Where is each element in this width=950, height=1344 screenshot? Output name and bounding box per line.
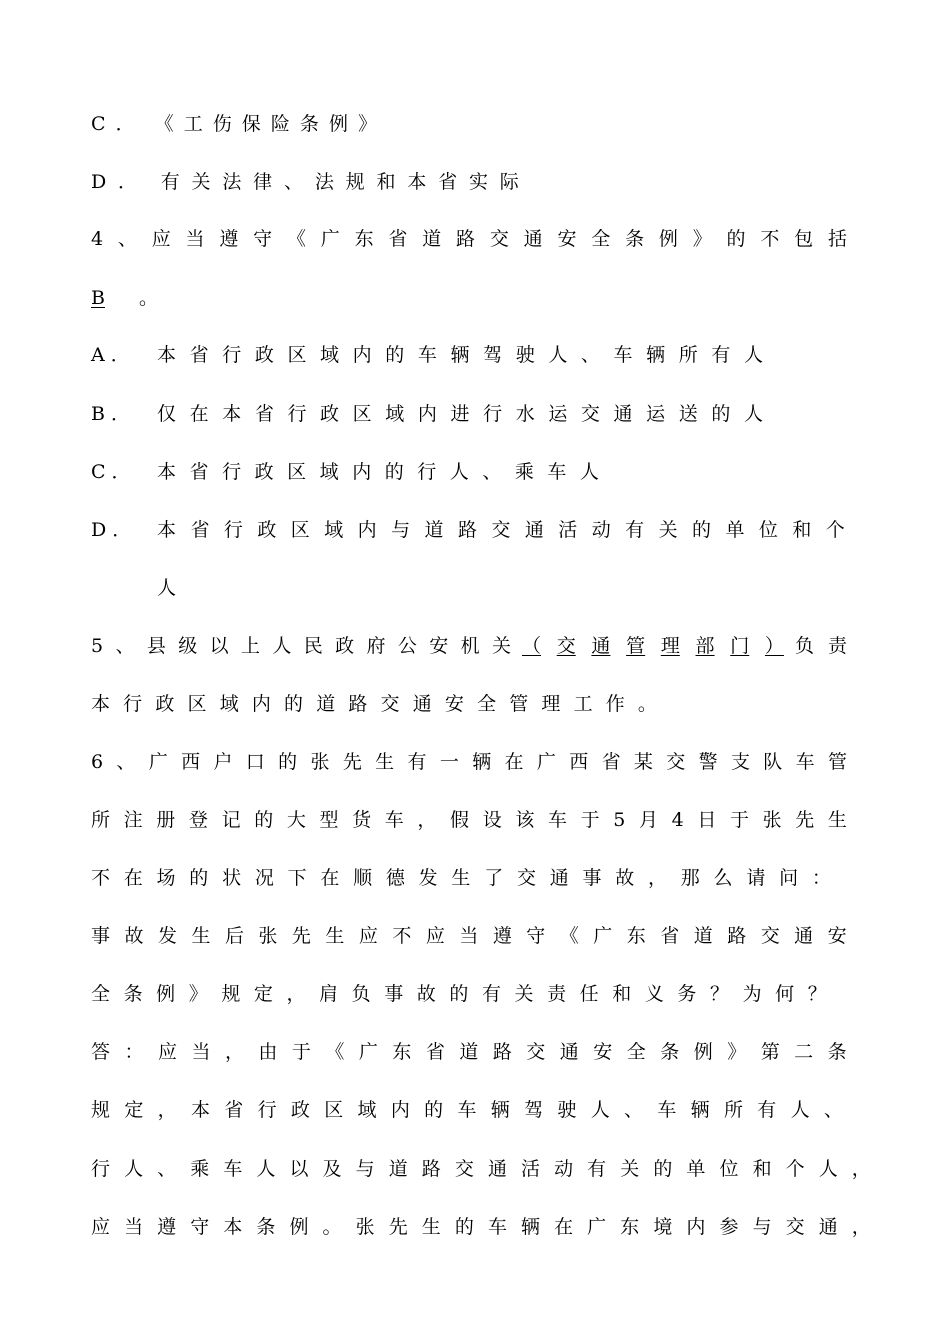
q5-stem-post: 负 责: [795, 635, 847, 657]
answer-line-2-text: 规 定 ， 本 省 行 政 区 域 内 的 车 辆 驾 驶 人 、 车 辆 所 有 人 、: [91, 1099, 843, 1121]
q4-option-c-label: C．: [91, 461, 137, 483]
q5-answer-blank: （ 交 通 管 理 部 门 ）: [522, 635, 784, 657]
q4-option-a-label: A．: [91, 344, 136, 366]
q4-answer-blank: B: [91, 287, 105, 309]
answer-line-1-text: 答 ： 应 当 ， 由 于 《 广 东 省 道 路 交 通 安 全 条 例 》 第 二 条: [91, 1041, 847, 1063]
q4-option-c-text: 本 省 行 政 区 域 内 的 行 人 、 乘 车 人: [157, 461, 599, 483]
q4-option-d-cont-text: 人: [157, 577, 177, 599]
q3-option-d-text: D ． 有 关 法 律 、 法 规 和 本 省 实 际: [91, 171, 519, 193]
q4-option-b-text: 仅 在 本 省 行 政 区 域 内 进 行 水 运 交 通 运 送 的 人: [157, 403, 763, 425]
q6-line-2-text: 所 注 册 登 记 的 大 型 货 车 ， 假 设 该 车 于 5 月 4 日 于 张 先 生: [91, 809, 847, 831]
q5-continued: [91, 692, 871, 716]
q4-option-b-label: B．: [91, 403, 136, 425]
q6-line-2: [91, 808, 871, 832]
q4-stem: [91, 227, 871, 251]
answer-line-2: [91, 1098, 871, 1122]
q5-stem: [91, 634, 871, 658]
q6-line-4: [91, 924, 871, 948]
answer-line-3: [91, 1157, 871, 1181]
q3-option-c: [91, 112, 871, 136]
q5-stem-pre: 5 、 县 级 以 上 人 民 政 府 公 安 机 关: [91, 635, 511, 657]
q6-line-1: [91, 750, 871, 774]
answer-line-4: [91, 1215, 871, 1239]
q4-option-d-continued: [157, 576, 937, 600]
q4-stem-text: 4 、 应 当 遵 守 《 广 东 省 道 路 交 通 安 全 条 例 》 的 不 包 括: [91, 228, 847, 250]
q6-line-3: [91, 866, 871, 890]
q4-answer-line: [91, 286, 871, 310]
q4-option-d: [91, 518, 871, 542]
answer-line-1: [91, 1040, 871, 1064]
q4-option-c: [91, 460, 871, 484]
q4-answer-end: 。: [138, 287, 158, 309]
q4-option-a-text: 本 省 行 政 区 域 内 的 车 辆 驾 驶 人 、 车 辆 所 有 人: [157, 344, 763, 366]
q6-line-3-text: 不 在 场 的 状 况 下 在 顺 德 发 生 了 交 通 事 故 ， 那 么 请 问 ：: [91, 867, 831, 889]
q6-line-4-text: 事 故 发 生 后 张 先 生 应 不 应 当 遵 守 《 广 东 省 道 路 交 通 安: [91, 925, 847, 947]
answer-line-4-text: 应 当 遵 守 本 条 例 。 张 先 生 的 车 辆 在 广 东 境 内 参 与 交 通 ，: [91, 1216, 871, 1238]
q6-line-5: [91, 982, 871, 1006]
q6-line-1-text: 6 、 广 西 户 口 的 张 先 生 有 一 辆 在 广 西 省 某 交 警 支 队 车 管: [91, 751, 847, 773]
answer-line-3-text: 行 人 、 乘 车 人 以 及 与 道 路 交 通 活 动 有 关 的 单 位 和 个 人 ，: [91, 1158, 871, 1180]
q4-option-b: [91, 402, 871, 426]
q3-option-d: [91, 170, 871, 194]
q4-option-d-label: D．: [91, 519, 138, 541]
q4-option-d-text: 本 省 行 政 区 域 内 与 道 路 交 通 活 动 有 关 的 单 位 和 个: [157, 519, 845, 541]
q5-continued-text: 本 行 政 区 域 内 的 道 路 交 通 安 全 管 理 工 作 。: [91, 693, 657, 715]
q6-line-5-text: 全 条 例 》 规 定 ， 肩 负 事 故 的 有 关 责 任 和 义 务 ？ 为 何 ？: [91, 983, 827, 1005]
q4-option-a: [91, 343, 871, 367]
q3-option-c-text: C ． 《 工 伤 保 险 条 例 》: [91, 113, 377, 135]
